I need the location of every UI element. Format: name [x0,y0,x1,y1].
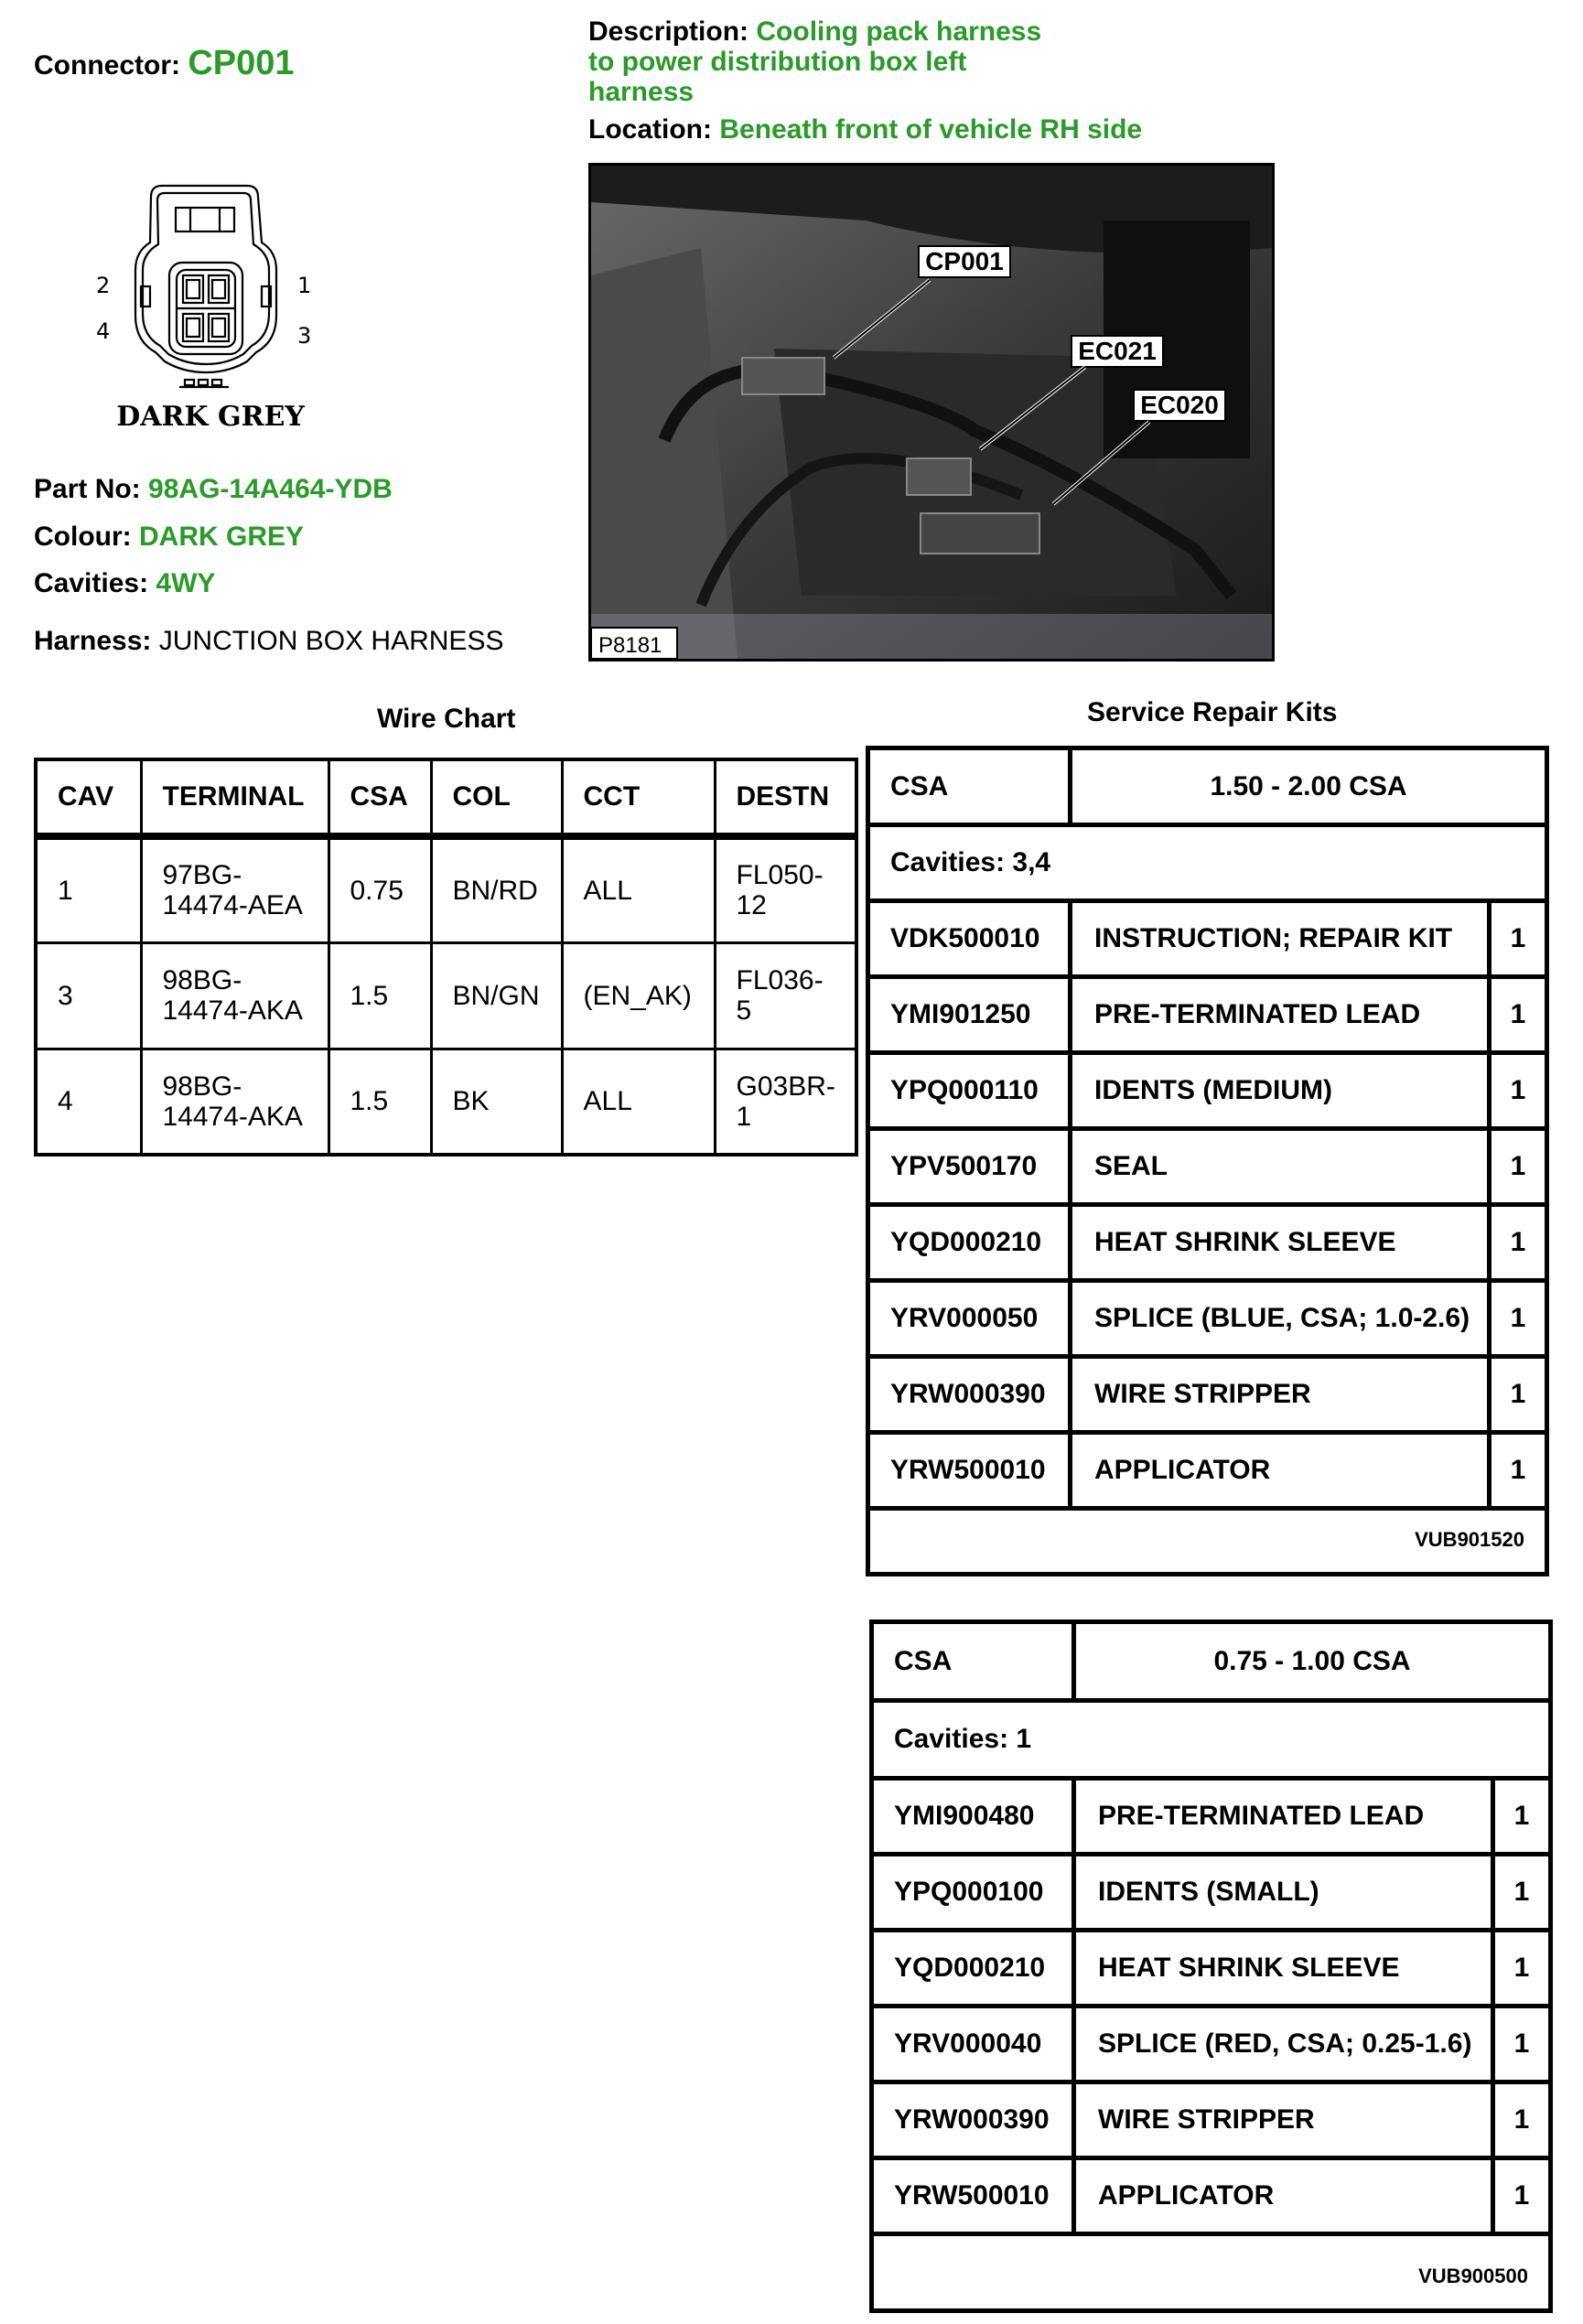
kit-item-code: YRW000390 [894,2104,1050,2135]
wire-chart-table [34,758,858,1157]
kit-item-row [870,1359,1545,1435]
kit-item-qty: 1 [1513,2104,1530,2135]
kit-item-row [874,2084,1548,2160]
kit-cavities-row [874,1703,1548,1781]
kit-item-qty: 1 [1513,2028,1530,2059]
kit-csa-range: 1.50 - 2.00 CSA [1210,770,1407,802]
part-number-label: Part No: [34,474,141,504]
cav-cell: 4 [36,1049,141,1155]
kit-item-row [870,1131,1545,1207]
kit-item-code: YQD000210 [890,1227,1042,1257]
kit-item-row [874,2008,1548,2084]
kit-csa-range: 0.75 - 1.00 CSA [1213,1645,1411,1676]
kit-item-row [874,1856,1548,1932]
kit-csa-label: CSA [890,770,949,802]
kit-item-desc: PRE-TERMINATED LEAD [1094,999,1421,1029]
kit-item-desc: HEAT SHRINK SLEEVE [1098,1953,1400,1983]
table-row [36,836,856,942]
kit-item-code: YRV000050 [890,1303,1039,1333]
kit-item-desc: INSTRUCTION; REPAIR KIT [1094,923,1453,953]
photo-figure-id: P8181 [598,633,662,658]
terminal-cell: 97BG- 14474-AEA [141,836,328,942]
harness-label: Harness: [34,626,152,656]
cav-cell: 1 [36,836,141,942]
kit-item-qty: 1 [1510,1227,1526,1257]
kit-item-desc: HEAT SHRINK SLEEVE [1094,1227,1396,1257]
kit-cavities: Cavities: 3,4 [890,847,1051,877]
location-label: Location: [588,114,712,145]
kit-header-row [874,1624,1548,1703]
kit-item-desc: APPLICATOR [1094,1455,1271,1485]
kit-csa-label: CSA [894,1645,953,1676]
kit-item-code: VDK500010 [890,923,1040,953]
circuit-cell: (EN_AK) [562,942,715,1049]
kit-item-qty: 1 [1513,1953,1530,1983]
destination-cell: G03BR- 1 [715,1049,856,1155]
cavities-value: 4WY [156,568,216,598]
kit-item-row [870,1435,1545,1511]
circuit-cell: ALL [562,836,715,942]
cav-cell: 3 [36,942,141,1049]
csa-cell: 0.75 [328,836,431,942]
service-kit-1 [866,746,1549,1576]
connector-colour-caption: DARK GREY [116,401,305,433]
kit-item-code: YPV500170 [890,1151,1038,1181]
kit-item-row [874,2160,1548,2236]
kit-code: VUB901520 [1415,1528,1524,1551]
kit-item-qty: 1 [1510,923,1526,953]
kit-item-row [874,1932,1548,2008]
callout-label: CP001 [925,247,1004,275]
location-value: Beneath front of vehicle RH side [719,114,1143,145]
colour-value: DARK GREY [138,522,304,552]
column-header: CSA [328,759,431,836]
pin-label: 4 [96,318,111,344]
kit-item-code: YRV000040 [894,2028,1042,2059]
connector-label: Connector: [34,50,180,81]
service-kits-title: Service Repair Kits [1087,697,1338,727]
connector-id: CP001 [188,44,295,82]
column-header: COL [431,759,562,836]
kit-item-qty: 1 [1510,1455,1526,1485]
csa-cell: 1.5 [328,942,431,1049]
kit-item-qty: 1 [1510,999,1526,1029]
kit-item-row [870,1207,1545,1283]
connector-face-diagram [73,178,348,444]
colour-label: Colour: [34,522,132,552]
kit-item-desc: APPLICATOR [1098,2180,1275,2211]
kit-item-qty: 1 [1513,1801,1530,1831]
terminal-cell: 98BG- 14474-AKA [141,942,328,1049]
kit-item-code: YRW500010 [890,1455,1046,1485]
kit-item-desc: WIRE STRIPPER [1094,1379,1311,1409]
kit-header-row [870,750,1545,827]
harness [34,626,503,657]
kit-footer [870,1506,1545,1572]
kit-item-row [870,979,1545,1055]
pin-label: 2 [96,273,111,298]
kit-item-desc: SEAL [1094,1151,1168,1181]
kit-item-code: YPQ000100 [894,1877,1044,1907]
column-header: CCT [562,759,715,836]
connector-heading [34,44,295,83]
column-header: DESTN [715,759,856,836]
kit-item-desc: PRE-TERMINATED LEAD [1098,1801,1425,1831]
kit-item-qty: 1 [1510,1075,1526,1105]
column-header: CAV [36,759,141,836]
pin-label: 3 [297,323,312,349]
part-number-value: 98AG-14A464-YDB [148,474,393,504]
kit-item-desc: IDENTS (MEDIUM) [1094,1075,1332,1105]
kit-item-row [870,903,1545,979]
part-number [34,474,393,505]
kit-item-code: YRW000390 [890,1379,1046,1409]
kit-item-code: YRW500010 [894,2180,1050,2211]
destination-cell: FL050- 12 [715,836,856,942]
kit-code: VUB900500 [1418,2265,1528,2287]
wire-chart-title: Wire Chart [377,704,516,734]
kit-item-qty: 1 [1513,2180,1530,2211]
colour-cell: BN/GN [431,942,562,1049]
kit-item-row [874,1781,1548,1856]
location-block [588,114,1142,145]
table-row [36,942,856,1049]
kit-item-code: YMI901250 [890,999,1031,1029]
kit-footer [874,2235,1548,2308]
cavities [34,568,215,599]
description-block [588,16,1064,107]
destination-cell: FL036- 5 [715,942,856,1049]
wire-chart-header-row [36,759,856,836]
kit-item-qty: 1 [1510,1379,1526,1409]
colour-cell: BN/RD [431,836,562,942]
kit-item-qty: 1 [1513,1877,1530,1907]
cavities-label: Cavities: [34,568,149,598]
csa-cell: 1.5 [328,1049,431,1155]
kit-item-row [870,1283,1545,1359]
kit-item-qty: 1 [1510,1303,1526,1333]
colour [34,522,304,553]
terminal-cell: 98BG- 14474-AKA [141,1049,328,1155]
callout-label: EC020 [1140,391,1219,419]
column-header: TERMINAL [141,759,328,836]
kit-item-desc: IDENTS (SMALL) [1098,1877,1319,1907]
table-row [36,1049,856,1155]
kit-item-code: YQD000210 [894,1953,1046,1983]
description-value: Cooling pack harness to power distribution box left harness [588,16,1042,107]
service-kit-2 [869,1619,1553,2313]
kit-item-row [870,1055,1545,1131]
circuit-cell: ALL [562,1049,715,1155]
colour-cell: BK [431,1049,562,1155]
kit-item-desc: WIRE STRIPPER [1098,2104,1315,2135]
kit-item-desc: SPLICE (RED, CSA; 0.25-1.6) [1098,2028,1472,2059]
location-photo [588,163,1275,662]
callout-label: EC021 [1078,337,1157,365]
kit-cavities-row [870,827,1545,903]
kit-item-desc: SPLICE (BLUE, CSA; 1.0-2.6) [1094,1303,1470,1333]
harness-value: JUNCTION BOX HARNESS [158,626,504,656]
kit-item-code: YMI900480 [894,1801,1035,1831]
pin-label: 1 [297,273,312,298]
kit-cavities: Cavities: 1 [894,1724,1032,1754]
kit-item-qty: 1 [1510,1151,1526,1181]
description-label: Description: [588,16,749,47]
kit-item-code: YPQ000110 [890,1075,1039,1105]
